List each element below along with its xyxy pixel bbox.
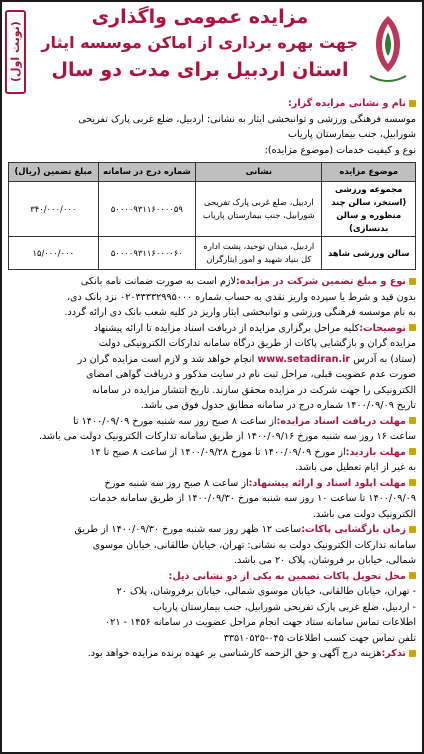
text-line: انجام خواهد شد و لازم است مزایده گران در: [77, 353, 255, 365]
square-bullet-icon: [409, 324, 416, 331]
text-line: نوع و کیفیت خدمات (موضوع مزایده):: [264, 144, 416, 156]
section-title: مهلت بازدید:: [345, 446, 406, 458]
section-title: مهلت دریافت اسناد مزایده:: [276, 415, 406, 427]
text-line: کلیه مراحل برگزاری مزایده از دریافت اسناد مزایده تا ارائه پیشنهاد: [93, 322, 360, 334]
text-line: سامانه تدارکات الکترونیک دولت به نشانی: تهران، خیابان طالقانی، خیابان موسوی: [92, 539, 416, 551]
setad-link[interactable]: www.setadiran.ir: [257, 353, 351, 365]
table-row: [9, 237, 416, 270]
text-line: ساعت ۱۶ روز سه شنبه مورخ ۱۴۰۰/۰۹/۱۶ از طریق سامانه تدارکات الکترونیک دولت می باشد.: [38, 431, 416, 442]
table-cell: ۵۰۰۰۰۹۳۱۱۶۰۰۰۰۵۹: [98, 182, 196, 237]
table-header: نشانی: [196, 163, 322, 182]
notice-body: [2, 96, 422, 662]
text-line: ۱۴۰۰/۰۹/۰۹ تا ساعت ۱۰ روز سه شنبه مورخ ۱۴۰۰/۰۹/۳۰ از طریق سامانه خدمات: [89, 493, 416, 504]
table-header: مبلغ تضمین (ریال): [9, 163, 99, 182]
section-title: محل تحویل پاکات تضمین به یکی از دو نشانی ذیل:: [168, 570, 406, 582]
square-bullet-icon: [409, 100, 416, 107]
text-line: شورابیل، جنب بیمارستان پاریاب: [287, 129, 416, 140]
section-title: مهلت اپلود اسناد و ارائه پیشنهاد:: [248, 477, 406, 489]
table-cell: مجموعه ورزشی (استخر، سالن چند منظوره و سالن بدنسازی): [322, 182, 416, 237]
square-bullet-icon: [409, 479, 416, 486]
text-line: از ساعت ۸ صبح روز سه شنبه مورخ: [104, 477, 249, 489]
square-bullet-icon: [409, 650, 416, 657]
section-title: نوع و مبلغ تضمین شرکت در مزایده:: [236, 276, 406, 287]
text-line: اطلاعات تماس سامانه ستاد جهت انجام مراحل عضویت در سامانه ۱۴۵۶ - ۰۲۱: [105, 617, 416, 628]
table-cell: ۵۰۰۰۰۹۳۱۱۶۰۰۰۰۶۰: [98, 237, 196, 270]
header: [2, 2, 422, 96]
table-header: موضوع مزایده: [322, 163, 416, 182]
text-line: از مورخ ۱۴۰۰/۰۹/۰۹ تا مورخ ۱۴۰۰/۰۹/۲۸ از ساعت ۸ صبح تا ۱۴: [90, 446, 346, 458]
table-cell: ۳۴۰/۰۰۰/۰۰۰: [9, 182, 99, 237]
square-bullet-icon: [409, 448, 416, 455]
text-line: ساعت ۱۲ ظهر روز سه شنبه مورخ ۱۴۰۰/۰۹/۳۰ از طریق: [74, 524, 302, 535]
table-cell: اردبیل، ضلع غربی پارک تفریحی شورابیل، جنب بیمارستان پاریاب: [196, 182, 322, 237]
notice-subtitle: جهت بهره برداری از اماکن موسسه ایثار: [41, 33, 358, 52]
square-bullet-icon: [409, 526, 416, 533]
notice-subtitle-2: استان اردبیل برای مدت دو سال: [51, 59, 349, 81]
notice-title: مزایده عمومی واگذاری: [91, 6, 309, 28]
table-cell: اردبیل، میدان توحید، پشت اداره کل بنیاد شهید و امور ایثارگران: [196, 237, 322, 270]
section-title: تذکر:: [381, 648, 406, 659]
text-line: - تهران، خیابان طالقانی، خیابان موسوی شمالی، خیابان برفروشان، پلاک ۲۰: [116, 586, 416, 597]
table-header: شماره درج در سامانه: [98, 163, 196, 182]
text-line: مزایده گران و بازگشایی پاکات از طریق درگاه سامانه تدارکات الکترونیکی دولت: [98, 338, 416, 349]
table-cell: سالن ورزشی شاهد: [322, 237, 416, 270]
square-bullet-icon: [409, 572, 416, 579]
text-line: از ساعت ۸ صبح روز سه شنبه مورخ ۱۴۰۰/۰۹/۰۹ تا: [72, 415, 277, 427]
section-title: توضیحات:: [359, 322, 406, 334]
table-cell: ۱۵/۰۰۰/۰۰۰: [9, 237, 99, 270]
text-line: به نام موسسه فرهنگی ورزشی و توانبخشی ایثار واریز در کلیه شعب بانک دی ارائه گردد.: [64, 307, 416, 318]
section-title: نام و نشانی مزایده گزار:: [287, 98, 406, 109]
round-badge: (نوبت اول): [5, 10, 26, 94]
text-line: به غیر از ایام تعطیل می باشد.: [295, 462, 416, 473]
text-line: هزینه درج آگهی و حق الزحمه کارشناسی بر عهده برنده مزایده خواهد بود.: [87, 648, 382, 659]
text-line: تلفن تماس جهت کسب اطلاعات ۰۴۵-۳۳۵۱۰۵۲۵: [223, 632, 416, 644]
text-line: الکترونیک دولت می باشد.: [312, 508, 416, 520]
isar-logo-icon: [362, 10, 414, 88]
section-title: زمان بازگشایی پاکات:: [301, 524, 406, 535]
square-bullet-icon: [409, 417, 416, 424]
text-line: موسسه فرهنگی ورزشی و توانبخشی ایثار به نشانی: اردبیل، ضلع غربی پارک تفریحی: [78, 113, 416, 125]
table-row: [9, 182, 416, 237]
text-line: الکترونیکی را جهت شرکت در مزایده محقق سازند. تاریخ انتشار مزایده در سامانه: [92, 384, 416, 396]
text-line: تاریخ ۱۴۰۰/۰۹/۰۹ شماره درج در سامانه مطابق جدول فوق می باشد.: [140, 400, 416, 411]
text-line: - اردبیل، ضلع غربی پارک تفریحی شورابیل، جنب بیمارستان پاریاب: [152, 601, 416, 613]
auction-table: [8, 162, 416, 270]
text-line: لازم است به صورت ضمانت نامه بانکی: [80, 276, 237, 287]
text-line: (ستاد) به آدرس: [353, 353, 416, 365]
text-line: شمالی، خیابان بر فروشان، پلاک ۲۰ می باشد.: [234, 555, 416, 566]
text-line: بدون قید و شرط یا سپرده واریز نقدی به حساب شماره ۰۲۰۳۳۳۳۲۹۹۵۰۰۰ نزد بانک دی،: [66, 291, 416, 303]
text-line: صورت عدم عضویت قبلی، مراحل ثبت نام در سایت مذکور و دریافت گواهی امضای: [86, 369, 416, 380]
square-bullet-icon: [409, 278, 416, 285]
